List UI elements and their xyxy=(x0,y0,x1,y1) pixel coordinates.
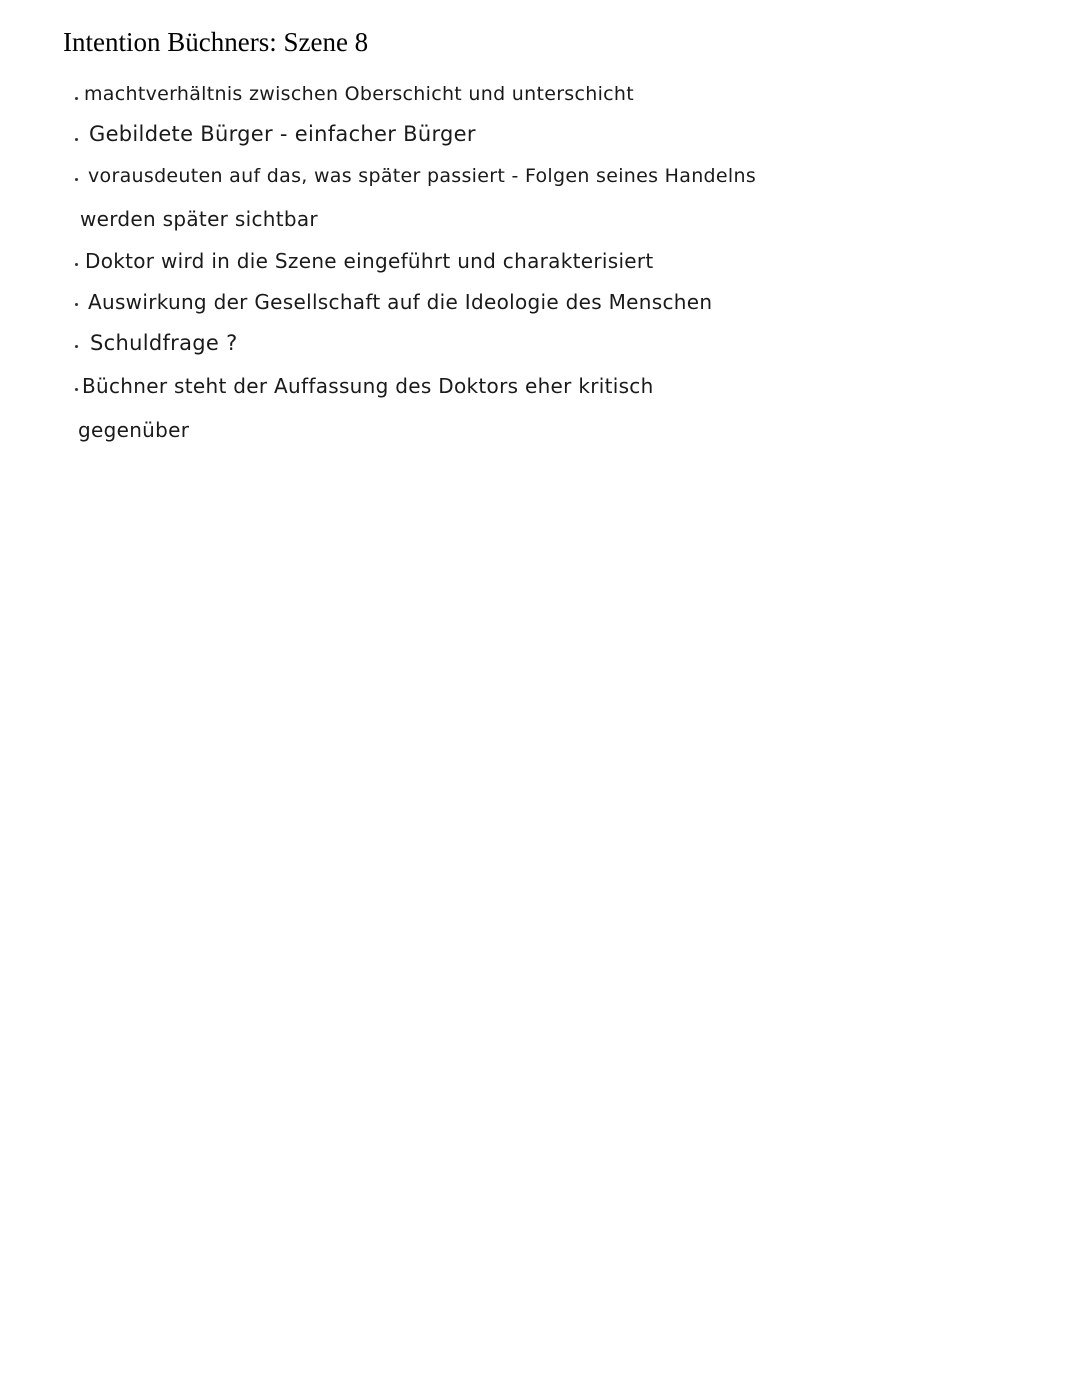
bullet-dot xyxy=(75,138,78,141)
note-line: Büchner steht der Auffassung des Doktors eher kritisch xyxy=(82,374,654,398)
bullet-dot xyxy=(75,303,78,306)
note-line: Doktor wird in die Szene eingeführt und charakterisiert xyxy=(85,249,654,273)
note-line: vorausdeuten auf das, was später passiert - Folgen seines Handelns xyxy=(88,165,757,187)
note-line: machtverhältnis zwischen Oberschicht und unterschicht xyxy=(84,83,635,105)
bullet-dot xyxy=(75,178,78,181)
note-line: gegenüber xyxy=(78,418,190,442)
bullet-dot xyxy=(75,388,78,391)
note-line: Auswirkung der Gesellschaft auf die Ideologie des Menschen xyxy=(88,290,713,314)
page-title: Intention Büchners: Szene 8 xyxy=(63,27,369,57)
note-line: Gebildete Bürger - einfacher Bürger xyxy=(89,122,476,146)
bullet-dot xyxy=(75,263,78,266)
note-line: werden später sichtbar xyxy=(80,207,318,231)
note-line: Schuldfrage ? xyxy=(90,331,238,355)
bullet-dot xyxy=(75,345,78,348)
bullet-dot xyxy=(75,97,78,100)
